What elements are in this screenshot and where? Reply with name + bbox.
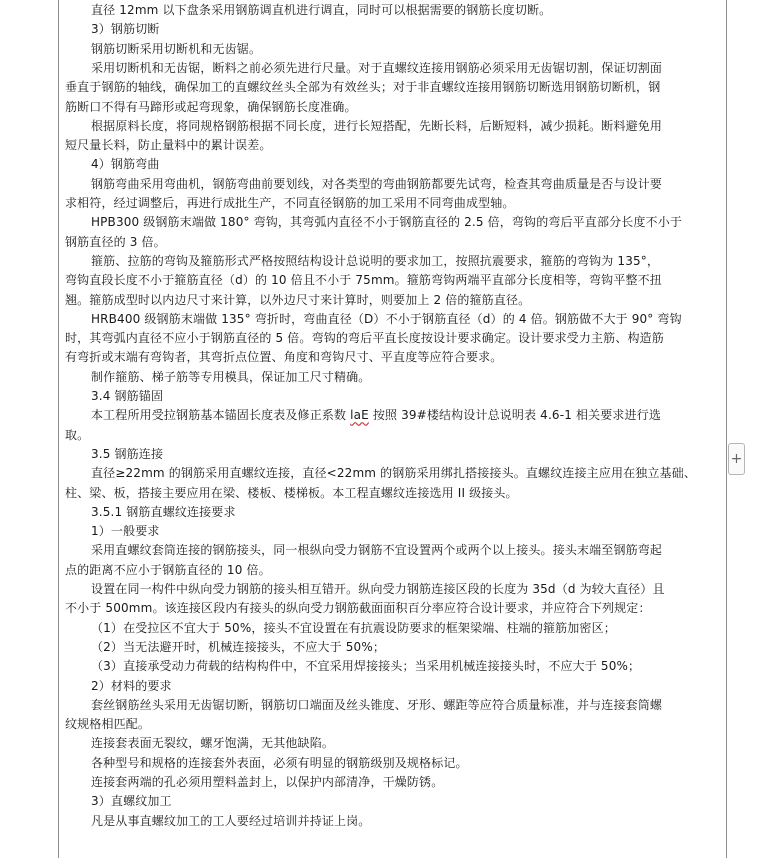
document-line: 翘。箍筋成型时以内边尺寸来计算，以外边尺寸来计算时，则要加上 2 倍的箍筋直径。 <box>65 292 531 307</box>
document-line: 钢筋切断采用切断机和无齿锯。 <box>91 41 262 56</box>
document-line: 制作箍筋、梯子筋等专用模具，保证加工尺寸精确。 <box>91 369 371 384</box>
document-line: 柱、梁、板，搭接主要应用在梁、楼板、楼梯板。本工程直螺纹连接选用 II 级接头。 <box>65 485 518 500</box>
document-line: 3.4 钢筋锚固 <box>91 389 164 403</box>
document-line: （1）在受拉区不宜大于 50%，接头不宜设置在有抗震设防要求的框架梁端、柱端的箍筋加密区； <box>91 620 616 635</box>
document-line: 有弯折或末端有弯钩者，其弯折点位置、角度和弯钩尺寸、平直度等应符合要求。 <box>65 350 503 365</box>
document-line: 直径 12mm 以下盘条采用钢筋调直机进行调直，同时可以根据需要的钢筋长度切断。 <box>91 3 552 17</box>
document-line: 弯钩直段长度不小于箍筋直径（d）的 10 倍且不小于 75mm。箍筋弯钩两端平直部分长度相等，弯钩平整不扭 <box>65 273 662 288</box>
document-line: 短尺量长料，防止量料中的累计误差。 <box>65 138 272 153</box>
document-line: 3）直螺纹加工 <box>91 794 172 809</box>
document-line: 垂直于钢筋的轴线，确保加工的直螺纹丝头全部为有效丝头；对于非直螺纹连接用钢筋切断选用钢筋切断机，钢 <box>65 80 661 95</box>
document-line: 1）一般要求 <box>91 524 160 539</box>
document-line: 时，其弯弧内直径不应小于钢筋直径的 5 倍。弯钩的弯后平直长度按设计要求确定。设计要求受力主筋、构造筋 <box>65 331 664 346</box>
document-line: （3）直接承受动力荷载的结构构件中，不宜采用焊接接头；当采用机械连接接头时，不应大于 50%； <box>91 659 641 674</box>
document-line: 设置在同一构件中纵向受力钢筋的接头相互错开。纵向受力钢筋连接区段的长度为 35d（d 为较大直径）且 <box>91 582 665 596</box>
document-line: 不小于 500mm。该连接区段内有接头的纵向受力钢筋截面面积百分率应符合设计要求，并应符合下列规定： <box>65 601 651 616</box>
document-line: 筋断口不得有马蹄形或起弯现象，确保钢筋长度准确。 <box>65 99 357 114</box>
document-line: 各种型号和规格的连接套外表面，必须有明显的钢筋级别及规格标记。 <box>91 755 468 770</box>
document-line: 点的距离不应小于钢筋直径的 10 倍。 <box>65 562 271 577</box>
document-line: HRB400 级钢筋末端做 135° 弯折时，弯曲直径（D）不小于钢筋直径（d）的 4 倍。钢筋做不大于 90° 弯钩 <box>91 311 682 326</box>
document-line: （2）当无法避开时，机械连接接头，不应大于 50%； <box>91 639 386 654</box>
document-line: 采用直螺纹套筒连接的钢筋接头，同一根纵向受力钢筋不宜设置两个或两个以上接头。接头末端至钢筋弯起 <box>91 543 663 558</box>
document-line: 4）钢筋弯曲 <box>91 157 160 172</box>
expand-panel-button[interactable] <box>728 443 745 475</box>
document-line: 直径≥22mm 的钢筋采用直螺纹连接，直径<22mm 的钢筋采用绑扎搭接接头。直螺纹连接主应用在独立基础、 <box>91 466 696 481</box>
document-line: 连接套表面无裂纹，螺牙饱满，无其他缺陷。 <box>91 736 335 751</box>
plus-icon: + <box>730 451 743 467</box>
document-line: 套丝钢筋丝头采用无齿锯切断，钢筋切口端面及丝头锥度、牙形、螺距等应符合质量标准，并与连接套筒螺 <box>91 697 663 712</box>
document-line: 3.5.1 钢筋直螺纹连接要求 <box>91 504 236 519</box>
document-line: 取。 <box>65 427 90 442</box>
document-line: HPB300 级钢筋末端做 180° 弯钩，其弯弧内直径不小于钢筋直径的 2.5 倍，弯钩的弯后平直部分长度不小于 <box>91 215 683 230</box>
document-line: 钢筋直径的 3 倍。 <box>65 234 166 249</box>
document-line: 凡是从事直螺纹加工的工人要经过培训并持证上岗。 <box>91 813 371 828</box>
document-line: 本工程所用受拉钢筋基本锚固长度表及修正系数 laE 按照 39#楼结构设计总说明表 4.6-1 相关要求进行选 <box>91 408 661 423</box>
document-line: 2）材料的要求 <box>91 678 172 693</box>
document-page <box>58 0 727 858</box>
spellcheck-term: laE <box>350 408 369 423</box>
document-line: 3）钢筋切断 <box>91 22 160 37</box>
document-line: 采用切断机和无齿锯，断料之前必须先进行尺量。对于直螺纹连接用钢筋必须采用无齿锯切割，保证切割面 <box>91 60 663 75</box>
document-line: 钢筋弯曲采用弯曲机，钢筋弯曲前要划线，对各类型的弯曲钢筋都要先试弯，检查其弯曲质量是否与设计要 <box>91 176 663 191</box>
document-line: 纹规格相匹配。 <box>65 717 151 732</box>
document-line: 3.5 钢筋连接 <box>91 446 164 461</box>
document-line: 连接套两端的孔必须用塑料盖封上，以保护内部清净，干燥防锈。 <box>91 775 444 789</box>
document-line: 求相符，经过调整后，再进行成批生产，不同直径钢筋的加工采用不同弯曲成型轴。 <box>65 196 515 210</box>
document-line: 箍筋、拉筋的弯钩及箍筋形式严格按照结构设计总说明的要求加工，按照抗震要求，箍筋的弯钩为 135°， <box>91 253 660 268</box>
document-line: 根据原料长度，将同规格钢筋根据不同长度，进行长短搭配，先断长料，后断短料，减少损耗。断料避免用 <box>91 118 663 133</box>
